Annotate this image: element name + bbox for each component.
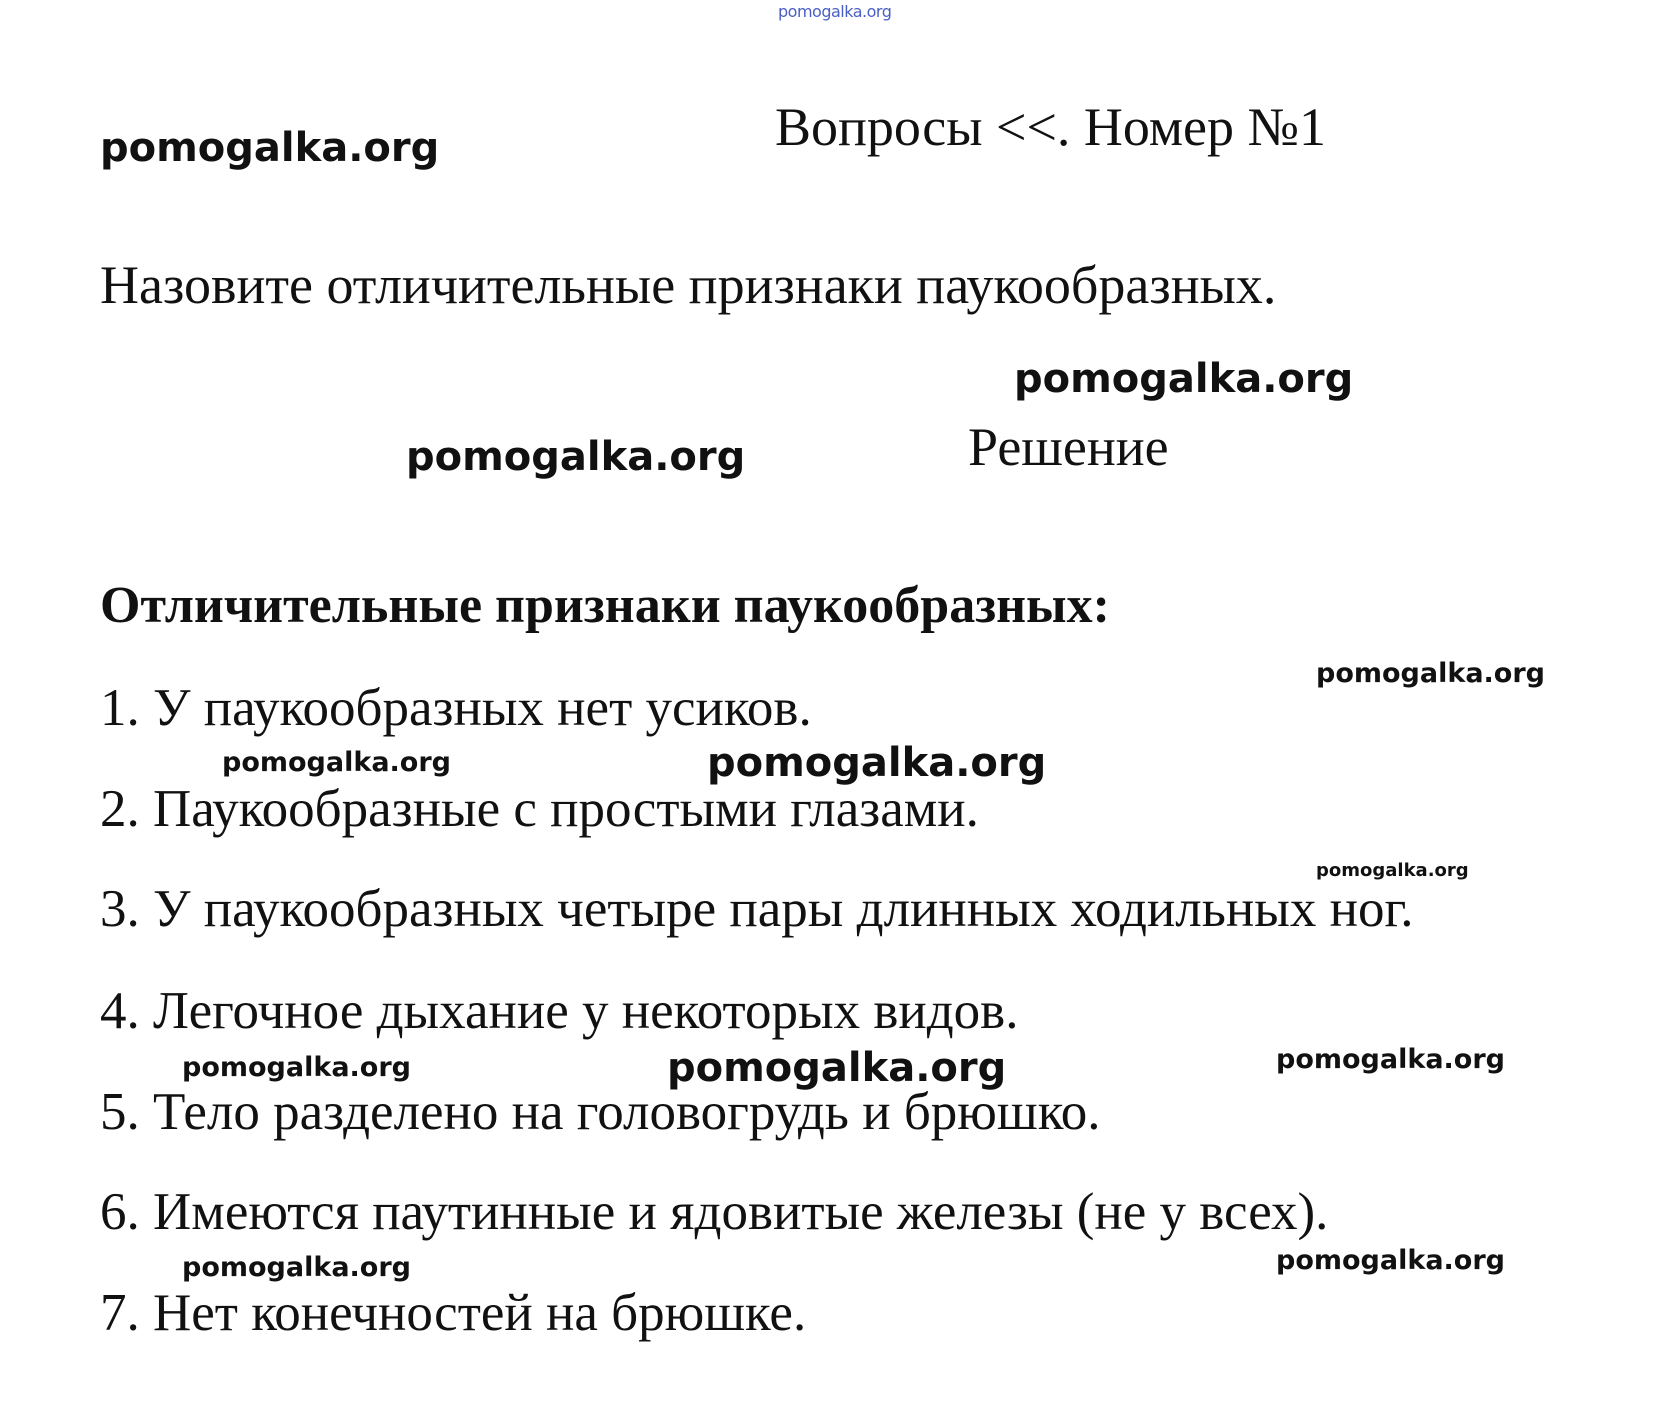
watermark: pomogalka.org — [406, 434, 746, 480]
answer-item-6: 6. Имеются паутинные и ядовитые железы (не у всех). — [100, 1183, 1329, 1241]
top-watermark-link[interactable]: pomogalka.org — [778, 2, 892, 21]
solution-label: Решение — [968, 417, 1169, 477]
watermark: pomogalka.org — [1276, 1245, 1505, 1276]
answer-item-5: 5. Тело разделено на головогрудь и брюшко. — [100, 1083, 1101, 1141]
answer-heading: Отличительные признаки паукообразных: — [100, 577, 1110, 634]
watermark: pomogalka.org — [100, 125, 440, 171]
answer-item-4: 4. Легочное дыхание у некоторых видов. — [100, 982, 1019, 1040]
question-text: Назовите отличительные признаки паукообразных. — [100, 255, 1277, 315]
answer-item-2: 2. Паукообразные с простыми глазами. — [100, 780, 979, 838]
watermark: pomogalka.org — [182, 1052, 411, 1083]
answer-item-1: 1. У паукообразных нет усиков. — [100, 679, 812, 737]
watermark: pomogalka.org — [1316, 860, 1469, 881]
watermark: pomogalka.org — [1014, 356, 1354, 402]
watermark: pomogalka.org — [707, 740, 1047, 786]
answer-item-3: 3. У паукообразных четыре пары длинных ходильных ног. — [100, 880, 1414, 938]
page-title: Вопросы <<. Номер №1 — [775, 97, 1327, 157]
watermark: pomogalka.org — [667, 1045, 1007, 1091]
watermark: pomogalka.org — [1316, 658, 1545, 689]
watermark: pomogalka.org — [182, 1252, 411, 1283]
answer-item-7: 7. Нет конечностей на брюшке. — [100, 1284, 807, 1342]
watermark: pomogalka.org — [222, 747, 451, 778]
watermark: pomogalka.org — [1276, 1044, 1505, 1075]
